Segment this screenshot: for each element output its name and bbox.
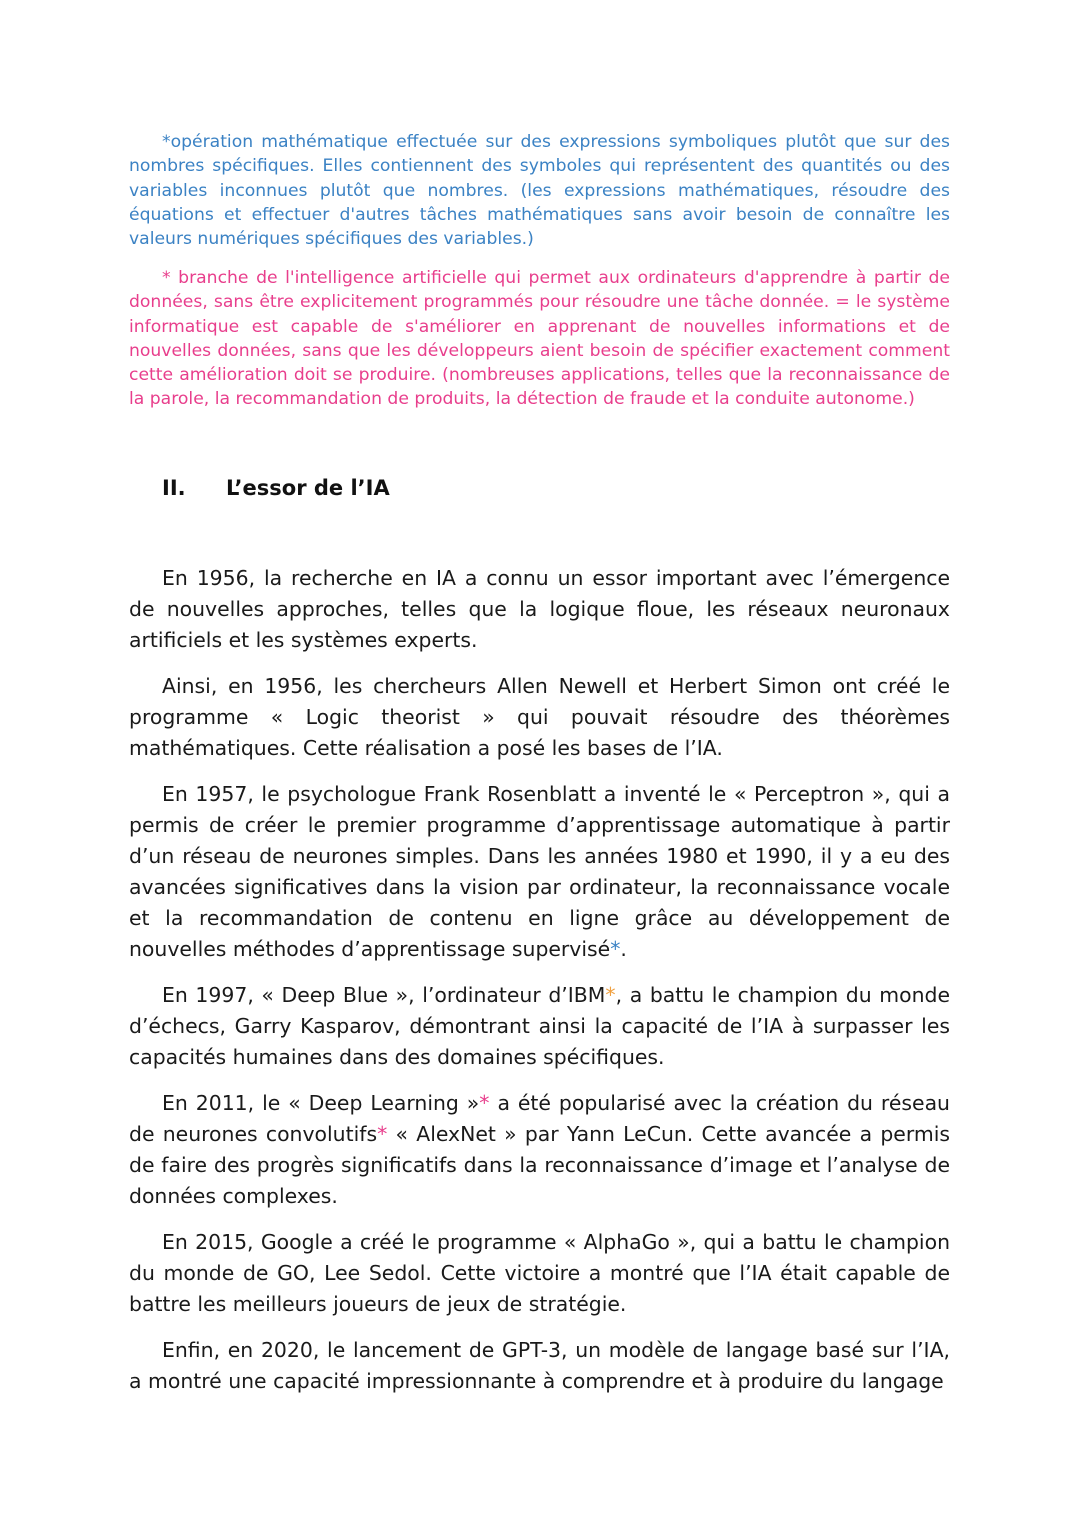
footnote-marker-ibm: * <box>605 983 616 1007</box>
footnote-machine-learning: * branche de l'intelligence artificielle qui permet aux ordinateurs d'apprendre à partir de données, sans être explicitement programmés pour résoudre une tâche donnée. = le système informatique est capable de s'améliorer en apprenant de nouvelles informations et de nouvelles données, sans que les développeurs aient besoin de spécifier exactement comment cette amélioration doit se produire. (nombreuses applications, telles que la reconnaissance de la parole, la recommandation de produits, la détection de fraude et la conduite autonome.) <box>129 268 950 410</box>
paragraph-perceptron <box>129 779 950 965</box>
paragraph-deep-learning-c: « AlexNet » par Yann LeCun. Cette avancée a permis de faire des progrès significatifs dans la reconnaissance d’image et l’analyse de données complexes. <box>129 1122 950 1208</box>
paragraph-gpt3: Enfin, en 2020, le lancement de GPT-3, un modèle de langage basé sur l’IA, a montré une capacité impressionnante à comprendre et à produire du langage <box>129 1338 950 1393</box>
paragraph-1956-essor: En 1956, la recherche en IA a connu un essor important avec l’émergence de nouvelles approches, telles que la logique floue, les réseaux neuronaux artificiels et les systèmes experts. <box>129 566 950 652</box>
paragraph-deep-blue-a: En 1997, « Deep Blue », l’ordinateur d’IBM <box>162 983 606 1007</box>
body-text <box>129 563 950 1412</box>
paragraph-alphago: En 2015, Google a créé le programme « AlphaGo », qui a battu le champion du monde de GO, Lee Sedol. Cette victoire a montré que l’IA était capable de battre les meilleurs joueurs de jeux de stratégie. <box>129 1230 950 1316</box>
paragraph-logic-theorist: Ainsi, en 1956, les chercheurs Allen Newell et Herbert Simon ont créé le programme « Logic theorist » qui pouvait résoudre des théorèmes mathématiques. Cette réalisation a posé les bases de l’IA. <box>129 674 950 760</box>
section-number: II. <box>162 476 186 500</box>
section-heading <box>162 474 390 502</box>
footnote-marker-supervise: * <box>610 937 621 961</box>
footnote-symbolic-computation: *opération mathématique effectuée sur des expressions symboliques plutôt que sur des nombres spécifiques. Elles contiennent des symboles qui représentent des quantités ou des variables inconnues plutôt que nombres. (les expressions mathématiques, résoudre des équations et effectuer d'autres tâches mathématiques sans avoir besoin de connaître les valeurs numériques spécifiques des variables.) <box>129 132 950 250</box>
paragraph-deep-learning <box>129 1088 950 1212</box>
paragraph-deep-learning-a: En 2011, le « Deep Learning » <box>162 1091 480 1115</box>
section-title: L’essor de l’IA <box>226 476 390 500</box>
footnote-marker-convolutifs: * <box>377 1122 388 1146</box>
paragraph-deep-blue <box>129 980 950 1073</box>
paragraph-perceptron-end: . <box>620 937 627 961</box>
paragraph-perceptron-text: En 1957, le psychologue Frank Rosenblatt a inventé le « Perceptron », qui a permis de créer le premier programme d’apprentissage automatique à partir d’un réseau de neurones simples. Dans les années 1980 et 1990, il y a eu des avancées significatives dans la vision par ordinateur, la reconnaissance vocale et la recommandation de contenu en ligne grâce au développement de nouvelles méthodes d’apprentissage supervisé <box>129 782 950 961</box>
paragraph-deep-blue-b: , a battu le champion du monde d’échecs, Garry Kasparov, démontrant ainsi la capacité de l’IA à surpasser les capacités humaines dans des domaines spécifiques. <box>129 983 950 1069</box>
footnote-marker-deep-learning: * <box>479 1091 490 1115</box>
paragraph-deep-learning-b: a été popularisé avec la création du réseau de neurones convolutifs <box>129 1091 950 1146</box>
